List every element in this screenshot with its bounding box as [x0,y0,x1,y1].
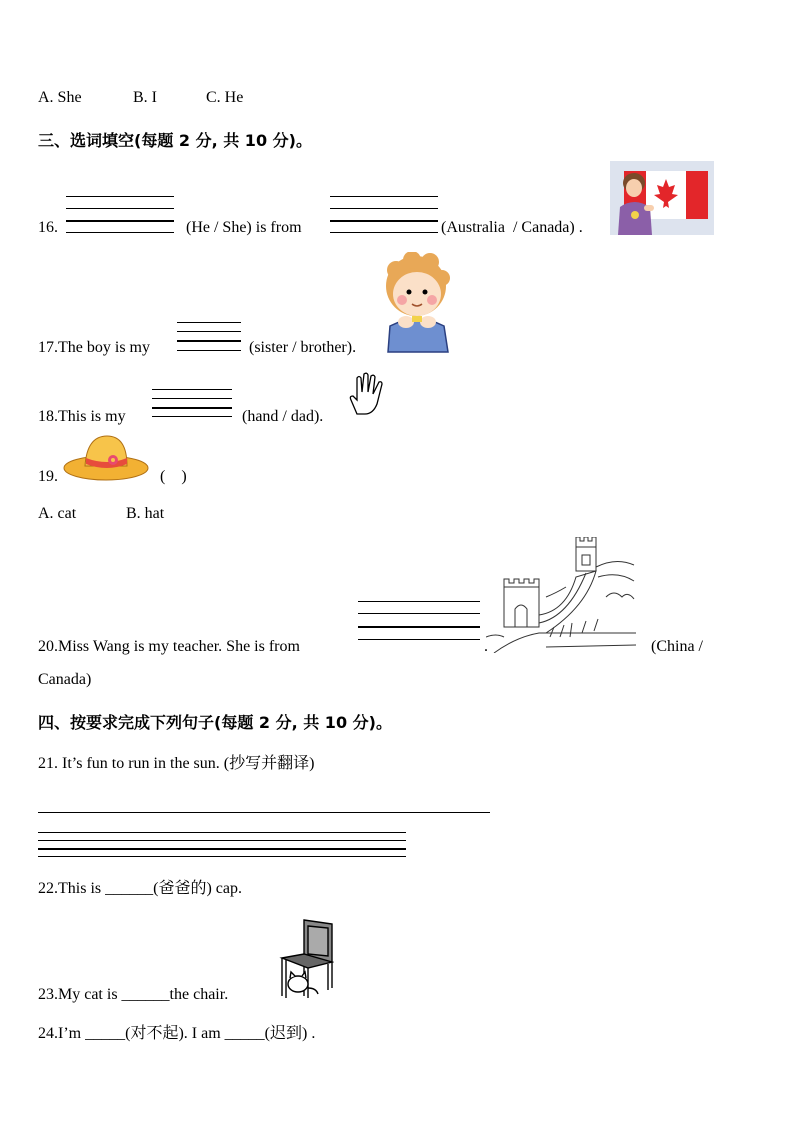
translation-line[interactable] [38,812,490,813]
q18-text: 18.This is my [38,408,126,425]
q24-post: (迟到) . [264,1025,316,1042]
option-c: C. He [206,89,244,106]
q24-sentence [38,1024,315,1044]
hand-image [343,370,389,416]
boy-canada-flag-image [610,161,714,235]
great-wall-image [486,537,636,653]
q24-blank2[interactable]: _____ [224,1025,265,1042]
option-a: A. She [38,89,82,106]
hat-image [63,432,149,482]
q19-option-a: A. cat [38,505,77,522]
q19-answer-paren[interactable]: ( ) [160,468,187,485]
q22-sentence [38,879,242,899]
q23-sentence [38,985,228,1005]
q22-pre: 22.This is [38,880,106,897]
writing-lines[interactable] [177,322,241,354]
writing-lines[interactable] [152,389,232,419]
q18-choice: (hand / dad). [242,408,324,425]
q24-blank1[interactable]: _____ [85,1025,126,1042]
q20-choice-cont: Canada) [38,671,92,688]
writing-lines[interactable] [358,601,480,641]
boy-image [382,252,452,354]
q16-choice1: (He / She) is from [186,219,302,236]
q23-post: the chair. [169,986,229,1003]
option-b: B. I [133,89,157,106]
q16-number: 16. [38,219,58,236]
q24-pre: 24.I’m [38,1025,86,1042]
q20-choice: (China / [651,638,703,655]
q19-number: 19. [38,468,58,485]
section3-title: 三、选词填空(每题 2 分, 共 10 分)。 [38,131,312,150]
writing-lines[interactable] [66,196,174,236]
chair-cat-image [278,918,334,1000]
q17-text: 17.The boy is my [38,339,150,356]
q24-mid: (对不起). I am [125,1025,225,1042]
q20-text: 20.Miss Wang is my teacher. She is from [38,638,300,655]
q17-choice: (sister / brother). [249,339,357,356]
section4-title: 四、按要求完成下列句子(每题 2 分, 共 10 分)。 [38,713,392,732]
copy-writing-lines[interactable] [38,832,406,858]
q20-dot: . [484,638,488,655]
q23-blank[interactable]: ______ [121,986,170,1003]
q21-text: 21. It’s fun to run in the sun. (抄写并翻译) [38,755,315,772]
q19-option-b: B. hat [126,505,165,522]
q16-choice2: (Australia / Canada) . [441,219,583,236]
q22-blank[interactable]: ______ [105,880,154,897]
q23-pre: 23.My cat is [38,986,122,1003]
q22-post: (爸爸的) cap. [153,880,242,897]
writing-lines[interactable] [330,196,438,236]
